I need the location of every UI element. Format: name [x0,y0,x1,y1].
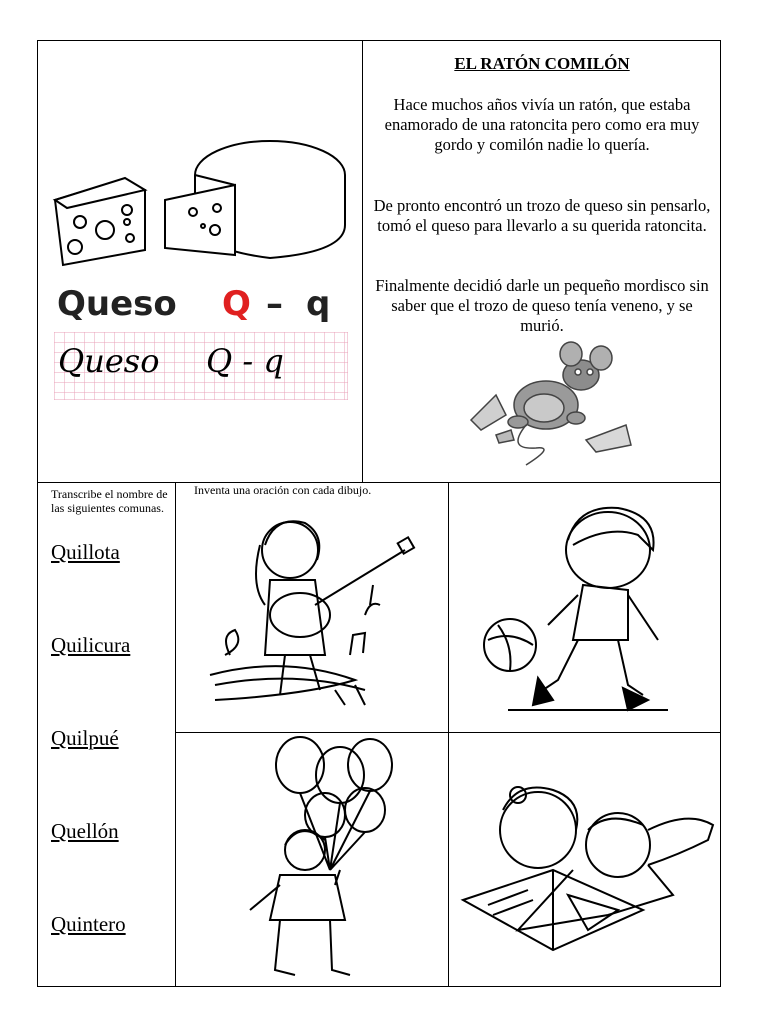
exercise1-instruction: Transcribe el nombre de las siguientes comunas. [51,487,168,515]
exercise2-instruction: Inventa una oración con cada dibujo. [194,483,372,497]
girl-playing-guitar-drawing [205,505,425,723]
story-paragraph-2: De pronto encontró un trozo de queso sin pensarlo, tomó el queso para llevarlo a su querida ratoncita. [373,196,711,235]
cheese-illustration [45,130,355,270]
story-paragraph-1: Hace muchos años vivía un ratón, que estaba enamorado de una ratoncita pero como era muy gordo y comilón nadie lo quería. [384,95,700,154]
left-column-divider [175,482,176,987]
picture-column-divider [448,482,449,987]
comuna-quellon: Quellón [51,819,119,843]
top-divider [362,40,363,483]
comuna-quilpue: Quilpué [51,726,119,750]
lowercase-q: q [306,284,331,324]
story-paragraph-3: Finalmente decidió darle un pequeño mordisco sin saber que el trozo de queso tenía veneno, y se murió. [375,276,709,335]
comuna-quillota: Quillota [51,540,120,564]
letter-dash: – [266,284,283,324]
comuna-quintero: Quintero [51,912,126,936]
uppercase-q: Q [222,284,251,324]
cursive-queso: Queso [58,342,160,380]
comuna-quilicura: Quilicura [51,633,131,657]
cursive-q-q: Q - q [206,342,284,380]
mouse-with-cheese-illustration [466,340,636,468]
picture-row-divider [175,732,721,733]
children-reading-book-drawing [458,770,718,975]
boy-with-balloons-drawing [240,735,400,980]
story-title: EL RATÓN COMILÓN [454,54,630,73]
queso-word: Queso [57,284,177,324]
boy-playing-ball-drawing [478,500,688,718]
